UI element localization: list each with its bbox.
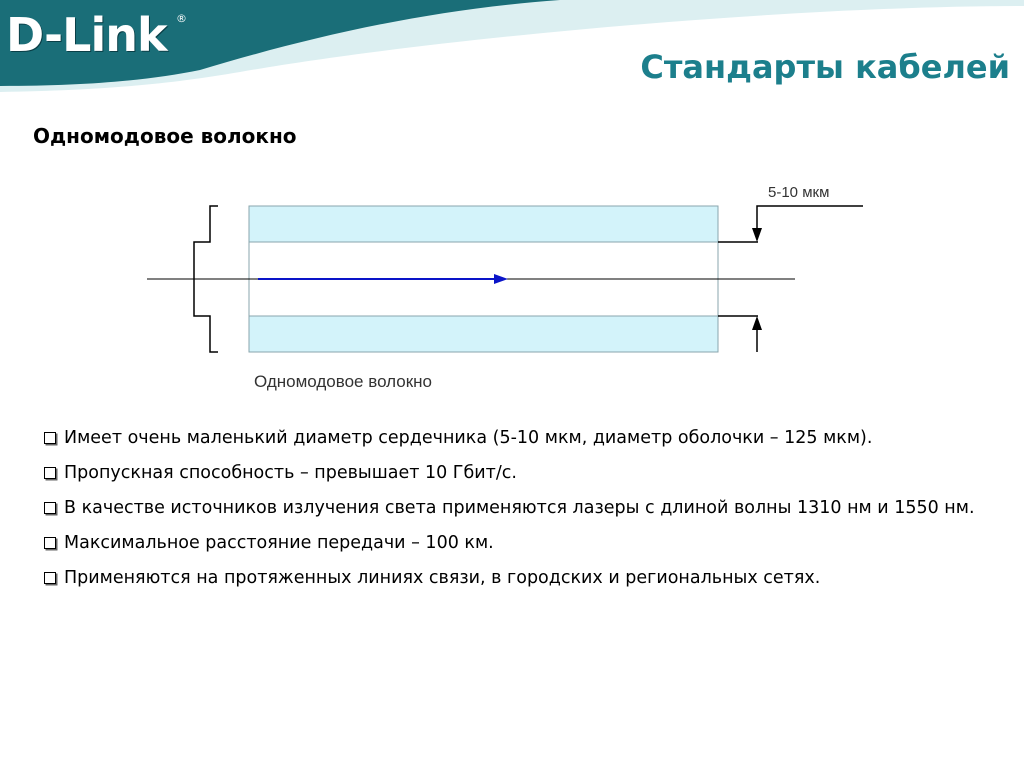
diagram-caption: Одномодовое волокно — [254, 372, 432, 391]
d-link-logo: D-Link — [6, 8, 167, 62]
dimension-leader — [757, 206, 863, 234]
list-item: Максимальное расстояние передачи – 100 км. — [44, 530, 1017, 556]
checkbox-bullet-icon — [44, 502, 56, 514]
checkbox-bullet-icon — [44, 572, 56, 584]
list-item: Применяются на протяженных линиях связи, в городских и региональных сетях. — [44, 565, 1017, 591]
list-item: В качестве источников излучения света применяются лазеры с длиной волны 1310 нм и 1550 нм. — [44, 495, 1017, 521]
list-item: Пропускная способность – превышает 10 Гбит/с. — [44, 460, 1017, 486]
checkbox-bullet-icon — [44, 432, 56, 444]
dimension-arrow-up — [752, 316, 762, 330]
list-item: Имеет очень маленький диаметр сердечника (5-10 мкм, диаметр оболочки – 125 мкм). — [44, 425, 1017, 451]
section-subtitle: Одномодовое волокно — [33, 124, 297, 148]
registered-mark: ® — [176, 12, 187, 25]
dimension-label: 5-10 мкм — [768, 184, 830, 201]
checkbox-bullet-icon — [44, 537, 56, 549]
checkbox-bullet-icon — [44, 467, 56, 479]
page-title: Стандарты кабелей — [640, 48, 1010, 86]
bullet-list — [44, 425, 1017, 600]
dimension-arrow-down — [752, 228, 762, 242]
